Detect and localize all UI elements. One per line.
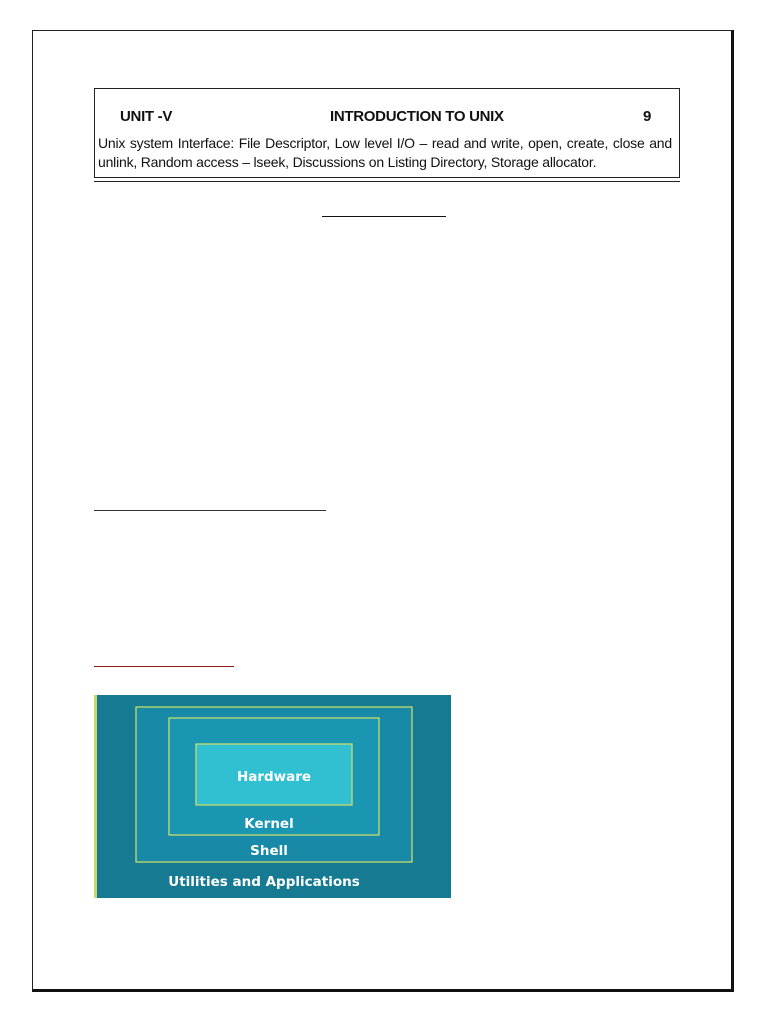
unit-title: INTRODUCTION TO UNIX (330, 108, 504, 125)
unix-architecture-diagram (94, 695, 451, 898)
kernel-label: Kernel (244, 816, 294, 832)
utilities-label: Utilities and Applications (168, 874, 360, 890)
left-edge-accent (94, 695, 97, 898)
unit-label: UNIT -V (120, 108, 173, 125)
syllabus-description: Unix system Interface: File Descriptor, Low level I/O – read and write, open, create, close and unlink, Random access – lseek, Discussions on Listing Directory, Storage allocator. (98, 135, 672, 170)
heading-underline (322, 216, 446, 217)
unit-hours: 9 (643, 108, 652, 125)
figure-caption-underline (94, 666, 234, 667)
shell-label: Shell (250, 843, 288, 859)
hardware-label: Hardware (236, 769, 312, 785)
syllabus-underline (94, 181, 680, 182)
section-underline (94, 510, 326, 511)
